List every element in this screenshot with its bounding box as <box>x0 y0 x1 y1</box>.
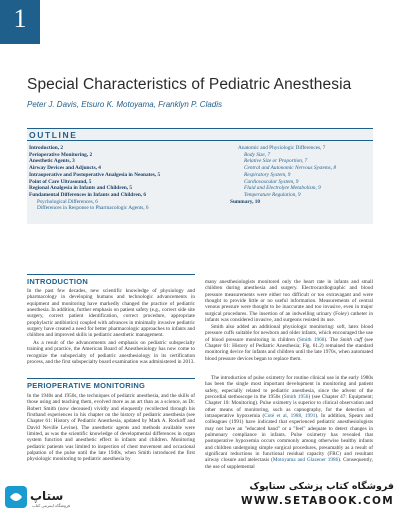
site-url[interactable]: WWW.SETABOOK.COM <box>241 495 394 507</box>
outline-item[interactable]: Body Size, 7 <box>244 151 271 158</box>
outline-item[interactable]: Summary, 10 <box>230 198 261 205</box>
right-column-paragraph-1: many anesthesiologists monitored only the heart rate in infants and small children during anesthesia and surgery. Electrocardiographic and blood pressure measurements were either too difficult or too extravagant and were thought to provide little or no useful information. Measurements of central venous pressure were thought to be inaccurate and too invasive, even in major surgical procedures. The insertion of an indwelling urinary (Foley) catheter in infants was considered invasive, and surgeons resisted its use. <box>205 279 373 324</box>
section-divider <box>27 378 195 379</box>
outline-left-column <box>29 145 229 212</box>
introduction-paragraph-2: As a result of the advancements and emphasis on pediatric subspecialty training and practice, the American Board of Anesthesiology has now come to recognize the subspecialty of pediatric anesthesiology in its certification process, and the first subspecialty board examination was administered in 2013. <box>27 340 195 366</box>
outline-item[interactable]: Central and Autonomic Nervous Systems, 8 <box>244 165 337 172</box>
citation-link[interactable]: Motoyama and Glazener 1986 <box>272 457 339 464</box>
paragraph-text: ). The <box>324 336 341 343</box>
outline-header <box>27 128 373 141</box>
introduction-heading: INTRODUCTION <box>27 277 89 286</box>
site-name-persian: فروشگاه کتاب پزشکی ستاپوک <box>249 481 394 492</box>
citation-link[interactable]: Coté et al, 1988, 1991 <box>264 413 316 420</box>
chapter-number: 1 <box>13 4 27 33</box>
outline-item[interactable]: Differences in Response to Pharmacologic Agents, 6 <box>37 205 149 212</box>
paragraph-text: ). In addition, Spears and colleagues (1991) have indicated that experienced pediatric anesthesiologists may not have an "educated hand" or a "feel" adequate to detect changes in pulmonary compliance in infants. Pulse oximetry has revealed that postoperative hypoxemia occurs commonly among otherwise healthy infants and children undergoing simple surgical procedures, presumably as a result of significant reductions in functional residual capacity (FRC) and resultant airway closure and atelectasis ( <box>205 413 373 464</box>
outline-item[interactable]: Fluid and Electrolyte Metabolism, 9 <box>244 185 321 192</box>
paragraph-text: ) (see Chapter 47: Equipment; Chapter 10: Monitoring). Pulse oximetry is superior to clinical observation and other means of monitoring, such as capnography, for the detection of intraoperative hypoxemia ( <box>205 394 374 420</box>
perioperative-monitoring-heading: PERIOPERATIVE MONITORING <box>27 381 146 390</box>
paragraph-italic: Smith cuff <box>340 336 363 343</box>
outline-item[interactable]: Temperature Regulation, 9 <box>244 191 301 198</box>
right-column-paragraph-2 <box>205 324 373 362</box>
paragraph-text: The introduction of pulse oximetry for routine clinical use in the early 1980s has been the single most important development in monitoring and patient safety, especially related to pediatric anesthesia, since the advent of the precordial stethoscope in the 1950s ( <box>205 375 373 401</box>
section-divider <box>27 274 195 275</box>
citation-link[interactable]: Smith 1956 <box>283 394 309 401</box>
chapter-title: Special Characteristics of Pediatric Anesthesia <box>27 76 352 93</box>
outline-heading: OUTLINE <box>29 130 78 140</box>
outline-item[interactable]: Intraoperative and Postoperative Analgesia in Neonates, 5 <box>29 171 161 178</box>
outline-item[interactable]: Point of Care Ultrasound, 5 <box>29 178 92 185</box>
outline-item[interactable]: Anesthetic Agents, 3 <box>29 158 75 165</box>
outline-item[interactable]: Relative Size or Proportion, 7 <box>244 158 308 165</box>
paragraph-text: (see Chapter 61: History of Pediatric Anesthesia; Fig. 61.2) remained the standard monitoring device for infants and children until the late 1970s, when automated blood pressure devices began to replace them. <box>205 336 373 362</box>
citation-link[interactable]: Smith 1968 <box>299 336 325 343</box>
introduction-paragraph-1: In the past few decades, new scientific knowledge of physiology and pharmacology in developing humans and technologic advancements in equipment and monitoring have markedly changed the practice of pediatric anesthesia. In addition, further emphasis on patient safety (e.g., correct side site surgery, correct patient identification, correct procedure, appropriate prophylactic antibiotics) coupled with advances in minimally invasive pediatric surgery have created a need for better pharmacologic approaches to infants and children and improved skills in pediatric anesthetic management. <box>27 288 195 339</box>
outline-item[interactable]: Fundamental Differences in Infants and Children, 6 <box>29 191 147 198</box>
paragraph-text: Smith also added an additional physiologic monitoring: soft, latex blood pressure cuffs suitable for newborn and older infants, which encouraged the use of blood pressure monitoring in children ( <box>205 324 373 343</box>
chapter-authors: Peter J. Davis, Etsuro K. Motoyama, Franklyn P. Cladis <box>27 100 223 109</box>
right-column-paragraph-3 <box>205 375 373 470</box>
outline-item[interactable]: Cardiovascular System, 9 <box>244 178 299 185</box>
outline-item[interactable]: Airway Devices and Adjuncts, 4 <box>29 165 101 172</box>
outline-item[interactable]: Psychological Differences, 6 <box>37 198 98 205</box>
outline-item[interactable]: Introduction, 2 <box>29 145 64 151</box>
logo-subtitle: فروشگاه اینترنتی کتاب <box>32 503 71 508</box>
paragraph-text: ). Consequently, the use of supplemental <box>205 457 373 470</box>
outline-box <box>27 128 373 224</box>
outline-item[interactable]: Regional Analgesia in Infants and Children, 5 <box>29 185 133 192</box>
outline-item[interactable]: Anatomic and Physiologic Differences, 7 <box>238 145 326 151</box>
logo-text: ستاپ <box>30 489 64 503</box>
outline-item[interactable]: Perioperative Monitoring, 2 <box>29 151 93 158</box>
outline-right-column <box>230 145 375 205</box>
outline-item[interactable]: Respiratory System, 9 <box>244 171 291 178</box>
perioperative-monitoring-paragraph-1: In the 1940s and 1950s, the techniques of pediatric anesthesia, and the skills of those using and teaching them, evolved more as an art than as a science, as Dr. Robert Smith (now deceased) vividly and eloquently recollected through his firsthand experiences in his chapter on the history of pediatric anesthesia (see Chapter 61: History of Pediatric Anesthesia, updated by Mark A. Rockoff and David Neville Levine). The anesthetic agents and methods available were limited, as was the scientific knowledge of developmental differences in organ system function and anesthetic effect in infants and children. Monitoring pediatric patients was limited to inspection of chest movement and occasional palpation of the pulse until the late 1940s, when Smith introduced the first physiologic monitoring to pediatric anesthesia by <box>27 393 195 463</box>
